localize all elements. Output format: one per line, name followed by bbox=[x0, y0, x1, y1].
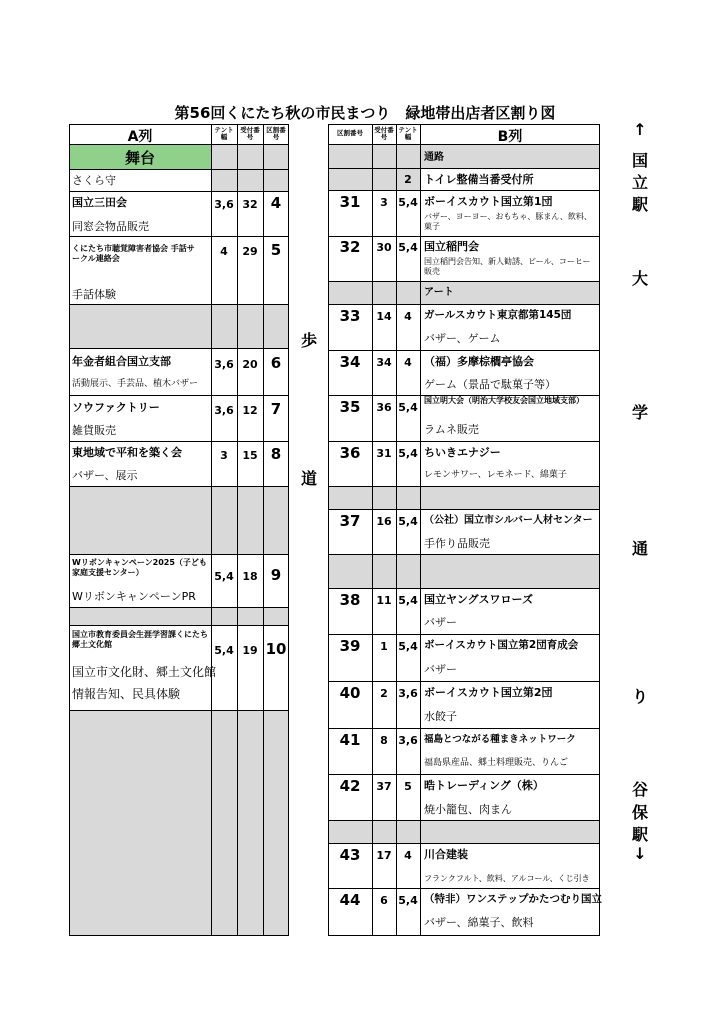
b-row-kukaku: 41 bbox=[339, 731, 361, 749]
a-hline bbox=[69, 625, 289, 626]
a-row-tent: 3,6 bbox=[214, 198, 234, 211]
a-row-desc: 同窓会物品販売 bbox=[72, 220, 149, 233]
side-label-arrow-up: ↑ bbox=[633, 120, 647, 139]
b-row-desc: レモンサワー、レモネード、綿菓子 bbox=[424, 470, 567, 480]
a-row-tent: 5,4 bbox=[214, 644, 234, 657]
b-row-desc: バザー、ヨーヨー、おもちゃ、豚まん、飲料、菓子 bbox=[424, 212, 592, 231]
b-row-tent: 5,4 bbox=[398, 447, 418, 460]
b-row-name: 福島とつながる種まきネットワーク bbox=[424, 734, 576, 745]
b-row-name: ボーイスカウト国立第2団 bbox=[424, 686, 553, 699]
a-row-tent: 4 bbox=[220, 245, 228, 258]
a-row-name: くにたち市聴覚障害者協会 手話サークル連絡会 bbox=[72, 244, 195, 263]
b-hline bbox=[328, 304, 600, 305]
a-row-kukaku: 5 bbox=[270, 241, 282, 259]
a-hline bbox=[69, 348, 289, 349]
side-label: 通 bbox=[631, 539, 648, 558]
b-row-desc: バザー bbox=[424, 663, 457, 676]
a-row-name: 国立市教育委員会生涯学習課くにたち郷土文化館 bbox=[72, 630, 208, 649]
a-hline bbox=[69, 304, 289, 305]
b-row-uketsuke: 36 bbox=[376, 401, 392, 414]
a-hline bbox=[69, 236, 289, 237]
b-hline bbox=[328, 168, 600, 169]
b-row-name: 国立ヤングスワローズ bbox=[424, 593, 534, 606]
b-column-header: B列 bbox=[497, 129, 523, 145]
b-hline bbox=[328, 681, 600, 682]
b-row-desc: ラムネ販売 bbox=[424, 423, 479, 436]
stage-label: 舞台 bbox=[124, 149, 155, 167]
b-row-uketsuke: 3 bbox=[380, 196, 388, 209]
b-row-name: トイレ整備当番受付所 bbox=[424, 173, 534, 186]
b-hline bbox=[328, 774, 600, 775]
b-row-tent: 2 bbox=[404, 173, 412, 186]
b-hline bbox=[328, 236, 600, 237]
page-title: 第56回くにたち秋の市民まつり 緑地帯出店者区割り図 bbox=[174, 104, 556, 122]
b-row-tent: 4 bbox=[404, 310, 412, 323]
b-column bbox=[328, 124, 600, 936]
b-hline bbox=[328, 441, 600, 442]
side-label: 保 bbox=[631, 803, 648, 822]
b-hline bbox=[328, 486, 600, 487]
side-label-arrow-down: ↓ bbox=[633, 844, 647, 863]
b-hline bbox=[328, 281, 600, 282]
b-row-tent: 3,6 bbox=[398, 734, 418, 747]
a-row-desc: 国立市文化財、郷土文化館 bbox=[72, 665, 217, 679]
b-kukaku-header: 区割番号 bbox=[337, 129, 363, 137]
side-label: 学 bbox=[631, 403, 648, 422]
b-row-desc: 焼小籠包、肉まん bbox=[424, 803, 512, 816]
b-row-name: 川合建装 bbox=[424, 848, 468, 861]
b-row-kukaku: 32 bbox=[339, 238, 361, 256]
b-row-name: 国立稲門会 bbox=[424, 240, 479, 253]
b-row-desc: バザー bbox=[424, 616, 457, 629]
b-row-kukaku: 38 bbox=[339, 591, 361, 609]
b-row-uketsuke: 8 bbox=[380, 734, 388, 747]
side-label: 大 bbox=[631, 269, 648, 288]
a-tent-header: テント幅 bbox=[214, 126, 234, 141]
b-row-desc: 水餃子 bbox=[424, 710, 457, 723]
b-row-uketsuke: 2 bbox=[380, 687, 388, 700]
a-row-kukaku: 8 bbox=[270, 445, 282, 463]
b-row-uketsuke: 16 bbox=[376, 515, 392, 528]
a-row-tent: 3 bbox=[220, 449, 228, 462]
a-row-name: ソウファクトリー bbox=[72, 401, 160, 414]
a-row-desc: 活動展示、手芸品、植木バザー bbox=[72, 379, 199, 389]
a-hline bbox=[69, 710, 289, 711]
b-uketsuke-header: 受付番号 bbox=[374, 126, 394, 141]
b-hline bbox=[328, 843, 600, 844]
a-hline bbox=[69, 554, 289, 555]
a-row-uketsuke: 19 bbox=[242, 644, 258, 657]
b-row-tent: 5,4 bbox=[398, 894, 418, 907]
b-row-kukaku: 31 bbox=[339, 193, 361, 211]
a-uketsuke-header: 受付番号 bbox=[240, 126, 260, 141]
a-row-kukaku: 6 bbox=[270, 354, 282, 372]
a-row-uketsuke: 15 bbox=[242, 449, 258, 462]
b-row-name: アート bbox=[424, 287, 454, 298]
a-hline bbox=[69, 607, 289, 608]
b-row-desc: バザー、綿菓子、飲料 bbox=[424, 916, 534, 929]
b-row-uketsuke: 17 bbox=[376, 849, 392, 862]
b-row-tent: 5,4 bbox=[398, 196, 418, 209]
b-vline bbox=[420, 124, 421, 936]
b-row-desc: 手作り品販売 bbox=[424, 537, 490, 550]
b-row-kukaku: 43 bbox=[339, 846, 361, 864]
b-row-uketsuke: 1 bbox=[380, 640, 388, 653]
b-row-kukaku: 42 bbox=[339, 777, 361, 795]
a-hline bbox=[69, 395, 289, 396]
b-row-uketsuke: 14 bbox=[376, 310, 392, 323]
walkway-label: 歩 bbox=[300, 331, 317, 350]
a-row-kukaku: 4 bbox=[270, 194, 282, 212]
a-row-desc: 情報告知、民具体験 bbox=[72, 687, 181, 701]
a-column bbox=[69, 124, 289, 936]
walkway-label: 道 bbox=[300, 469, 317, 488]
b-row-tent: 5,4 bbox=[398, 515, 418, 528]
a-row-desc: 雑貨販売 bbox=[72, 424, 116, 437]
a-row-tent: 5,4 bbox=[214, 570, 234, 583]
b-row-tent: 5,4 bbox=[398, 401, 418, 414]
b-row-kukaku: 34 bbox=[339, 353, 361, 371]
a-row-uketsuke: 20 bbox=[242, 358, 258, 371]
a-row-desc: バザー、展示 bbox=[72, 469, 138, 482]
b-hline bbox=[328, 588, 600, 589]
a-row-name: Wリボンキャンペーン2025（子ども家庭支援センター） bbox=[72, 558, 207, 577]
a-row-uketsuke: 29 bbox=[242, 245, 258, 258]
a-row-name: 国立三田会 bbox=[72, 196, 127, 209]
side-label: り bbox=[631, 687, 648, 706]
b-row-kukaku: 39 bbox=[339, 637, 361, 655]
a-kukaku-header: 区割番号 bbox=[266, 126, 286, 141]
a-column-header: A列 bbox=[127, 129, 153, 145]
b-row-uketsuke: 34 bbox=[376, 356, 392, 369]
b-row-name: （福）多摩棕櫚亭協会 bbox=[424, 355, 534, 368]
a-row-kukaku: 9 bbox=[270, 566, 282, 584]
b-row-name: 国立明大会（明治大学校友会国立地域支部） bbox=[424, 396, 584, 405]
a-hline bbox=[69, 169, 289, 170]
b-row-desc: フランクフルト、飲料、アルコール、くじ引き bbox=[424, 874, 590, 883]
b-row-name: （特非）ワンステップかたつむり国立 bbox=[424, 893, 602, 905]
a-row-uketsuke: 18 bbox=[242, 570, 258, 583]
b-row-desc: バザー、ゲーム bbox=[424, 332, 501, 345]
b-row-kukaku: 44 bbox=[339, 891, 361, 909]
a-hline bbox=[69, 191, 289, 192]
b-row-tent: 4 bbox=[404, 356, 412, 369]
b-row-uketsuke: 11 bbox=[376, 594, 392, 607]
side-label: 駅 bbox=[631, 825, 648, 844]
b-row-tent: 5,4 bbox=[398, 594, 418, 607]
b-hline bbox=[328, 509, 600, 510]
a-row-uketsuke: 12 bbox=[242, 404, 258, 417]
a-row-uketsuke: 32 bbox=[242, 198, 258, 211]
b-row-tent: 4 bbox=[404, 849, 412, 862]
b-row-uketsuke: 6 bbox=[380, 894, 388, 907]
b-hline bbox=[328, 554, 600, 555]
b-row-name: ボーイスカウト国立第1団 bbox=[424, 195, 553, 208]
a-row-name: 東地域で平和を築く会 bbox=[72, 446, 182, 459]
b-row-uketsuke: 30 bbox=[376, 241, 392, 254]
a-row-tent: 3,6 bbox=[214, 358, 234, 371]
b-row-uketsuke: 31 bbox=[376, 447, 392, 460]
a-row-name: 年金者組合国立支部 bbox=[72, 355, 171, 368]
b-hline bbox=[328, 190, 600, 191]
side-label: 駅 bbox=[631, 195, 648, 214]
b-row-uketsuke: 37 bbox=[376, 780, 392, 793]
b-row-name: ちいきエナジー bbox=[424, 446, 501, 459]
b-row-name: 通路 bbox=[424, 152, 444, 163]
b-row-kukaku: 33 bbox=[339, 307, 361, 325]
b-row-name: 晧トレーディング（株） bbox=[424, 779, 544, 792]
b-row-kukaku: 35 bbox=[339, 398, 361, 416]
a-row-desc: 手話体験 bbox=[72, 288, 116, 301]
b-row-tent: 5 bbox=[404, 780, 412, 793]
a-row-desc: WリボンキャンペーンPR bbox=[72, 590, 196, 603]
b-hline bbox=[328, 888, 600, 889]
a-row-kukaku: 7 bbox=[270, 400, 282, 418]
a-row-name: さくら守 bbox=[72, 174, 116, 187]
a-row-kukaku: 10 bbox=[265, 640, 287, 658]
b-hline bbox=[328, 350, 600, 351]
b-row-desc: 国立稲門会告知、新人勧誘、ビール、コーヒー販売 bbox=[424, 257, 591, 276]
b-row-name: ボーイスカウト国立第2団育成会 bbox=[424, 639, 579, 651]
b-row-tent: 3,6 bbox=[398, 687, 418, 700]
b-row-kukaku: 40 bbox=[339, 684, 361, 702]
b-hline bbox=[328, 820, 600, 821]
a-hline bbox=[69, 441, 289, 442]
b-row-name: （公社）国立市シルバー人材センター bbox=[424, 515, 593, 526]
b-row-desc: ゲーム（景品で駄菓子等） bbox=[424, 378, 556, 391]
b-row-name: ガールスカウト東京都第145団 bbox=[424, 309, 572, 321]
b-hline bbox=[328, 728, 600, 729]
side-label: 国 bbox=[631, 151, 648, 170]
side-label: 立 bbox=[631, 173, 648, 192]
a-row-tent: 3,6 bbox=[214, 404, 234, 417]
side-label: 谷 bbox=[631, 780, 648, 799]
b-row-desc: 福島県産品、郷土料理販売、りんご bbox=[424, 758, 569, 768]
b-tent-header: テント幅 bbox=[398, 126, 418, 141]
b-row-tent: 5,4 bbox=[398, 640, 418, 653]
b-row-kukaku: 36 bbox=[339, 444, 361, 462]
a-hline bbox=[69, 486, 289, 487]
b-row-kukaku: 37 bbox=[339, 512, 361, 530]
b-hline bbox=[328, 634, 600, 635]
b-row-tent: 5,4 bbox=[398, 241, 418, 254]
